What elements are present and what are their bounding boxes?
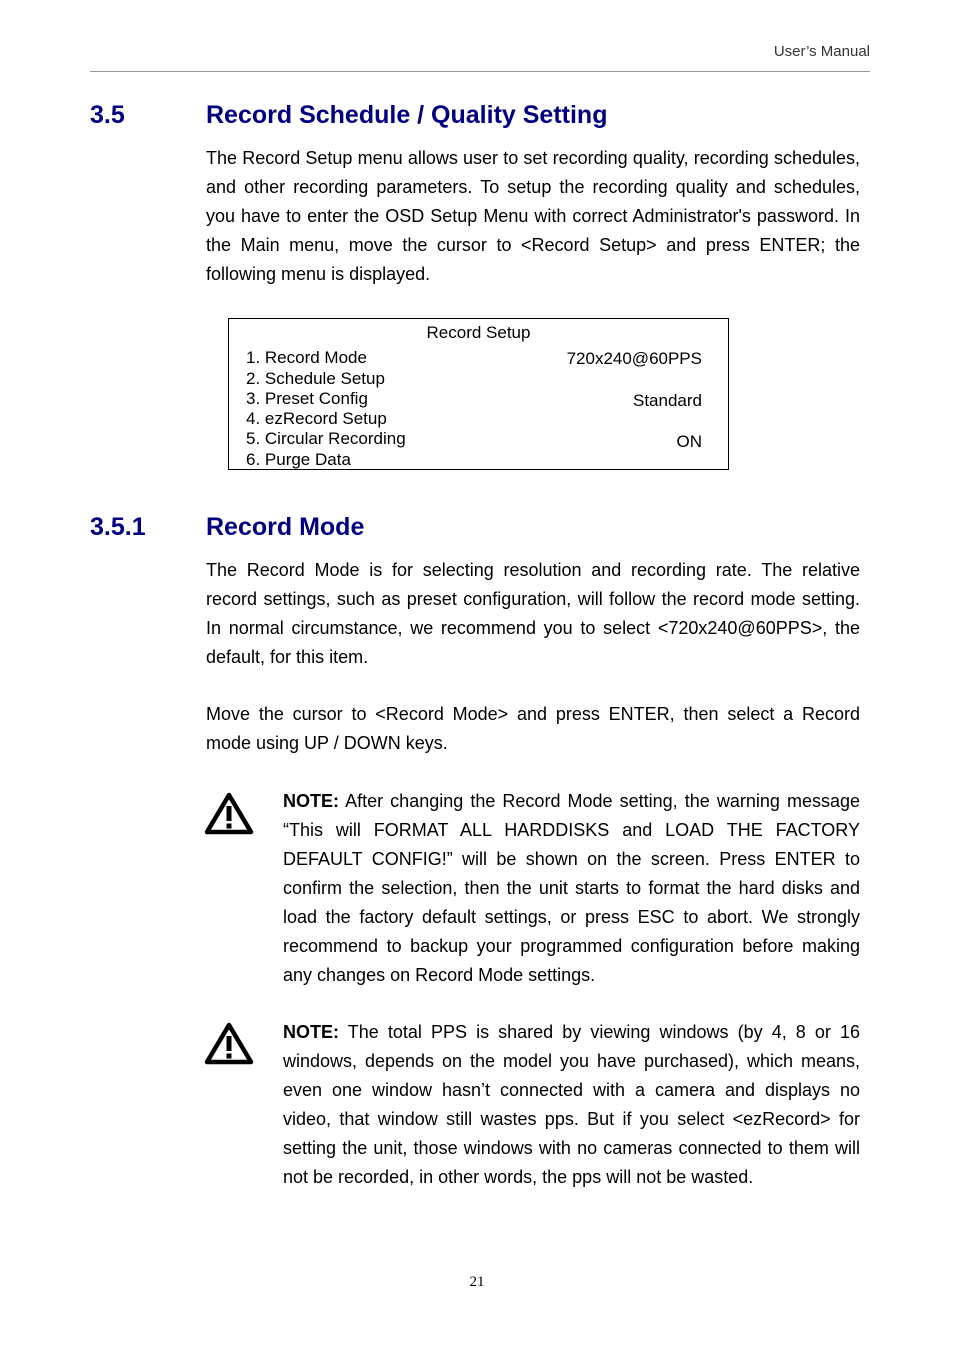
- record-mode-paragraph-2: Move the cursor to <Record Mode> and press ENTER, then select a Record mode using UP / DOWN keys.: [206, 704, 860, 753]
- menu-item-purge-data: 6. Purge Data: [246, 450, 351, 469]
- menu-value-circular-recording: ON: [676, 432, 702, 451]
- page-number: 21: [469, 1274, 485, 1290]
- subsection-title: Record Mode: [206, 513, 365, 541]
- menu-item-preset-config: 3. Preset Config: [246, 389, 368, 408]
- note-label: NOTE:: [283, 1022, 339, 1042]
- warning-icon: [204, 1022, 254, 1066]
- section-3-5-1-heading: [90, 512, 870, 542]
- note-text: The total PPS is shared by viewing windows (by 4, 8 or 16 windows, depends on the model you have purchased), which means, even one window hasn’t connected with a camera and displays no video, that window still wastes pps. But if you select <ezRecord> for setting the unit, those windows with no cameras connected to them will not be recorded, in other words, the pps will not be wasted.: [283, 1022, 860, 1187]
- menu-value-preset-config: Standard: [633, 391, 702, 410]
- section-3-5-heading: [90, 100, 870, 130]
- menu-item-circular-recording: 5. Circular Recording: [246, 429, 406, 448]
- header-divider: [90, 71, 870, 72]
- menu-title: Record Setup: [426, 323, 531, 342]
- menu-item-schedule-setup: 2. Schedule Setup: [246, 369, 385, 388]
- menu-item-record-mode: 1. Record Mode: [246, 348, 367, 367]
- record-mode-paragraph-1: The Record Mode is for selecting resolution and recording rate. The relative record settings, such as preset configuration, will follow the record mode setting. In normal circumstance, we recommend you to select <720x240@60PPS>, the default, for this item.: [206, 560, 860, 667]
- note-2: [283, 1018, 860, 1192]
- subsection-number: 3.5.1: [90, 513, 146, 541]
- running-header: User’s Manual: [773, 43, 870, 60]
- note-text: After changing the Record Mode setting, the warning message “This will FORMAT ALL HARDDISKS and LOAD THE FACTORY DEFAULT CONFIG!” will be shown on the screen. Press ENTER to confirm the selection, then the unit starts to format the hard disks and load the factory default settings, or press ESC to abort. We strongly recommend to backup your programmed configuration before making any changes on Record Mode settings.: [283, 791, 860, 985]
- record-setup-menu: [228, 318, 729, 470]
- section-title: Record Schedule / Quality Setting: [206, 101, 608, 129]
- note-1: [283, 787, 860, 990]
- note-label: NOTE:: [283, 791, 339, 811]
- warning-icon: [204, 792, 254, 836]
- menu-value-record-mode: 720x240@60PPS: [566, 349, 702, 368]
- section-3-5-body: The Record Setup menu allows user to set recording quality, recording schedules, and other recording parameters. To setup the recording quality and schedules, you have to enter the OSD Setup Menu with correct Administrator's password. In the Main menu, move the cursor to <Record Setup> and press ENTER; the following menu is displayed.: [206, 148, 860, 284]
- section-number: 3.5: [90, 101, 125, 129]
- menu-item-ezrecord-setup: 4. ezRecord Setup: [246, 409, 387, 428]
